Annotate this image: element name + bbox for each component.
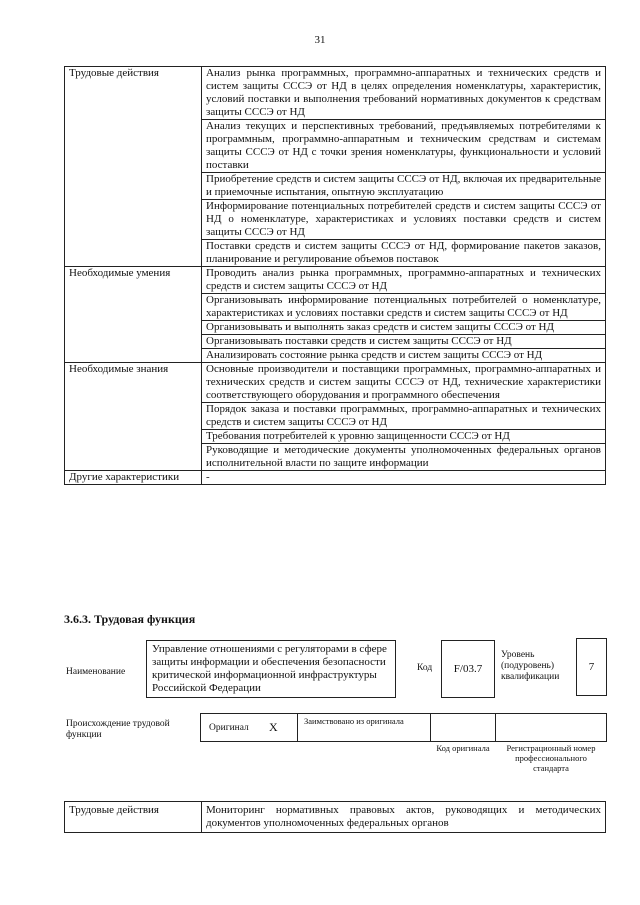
code-original-box	[430, 713, 496, 742]
function-name-box	[146, 640, 396, 698]
row-item: Требования потребителей к уровню защищенности СССЭ от НД	[202, 430, 606, 444]
row-item: Информирование потенциальных потребителей средств и систем защиты СССЭ от НД о номенклатуре, характеристиках и условиях поставки средств и систем защиты СССЭ от НД	[202, 200, 606, 240]
code-label: Код	[417, 663, 433, 673]
table-row	[65, 802, 606, 833]
table-row	[65, 363, 606, 403]
code-box	[441, 640, 495, 698]
row-label: Необходимые умения	[65, 267, 202, 363]
row-item: Порядок заказа и поставки программных, программно-аппаратных и технических средств и систем защиты СССЭ от НД	[202, 403, 606, 430]
section-heading: 3.6.3. Трудовая функция	[64, 612, 196, 626]
borrowed-box	[297, 713, 431, 742]
row-item: Организовывать информирование потенциальных потребителей о номенклатуре, характеристиках и условиях поставки средств и систем защиты СССЭ от НД	[202, 294, 606, 321]
row-item: Основные производители и поставщики программных, программно-аппаратных и технических средств и систем защиты СССЭ от НД, технические характеристики соответствующего оборудования и программного обеспечения	[202, 363, 606, 403]
row-item: Приобретение средств и систем защиты СССЭ от НД, включая их предварительные и приемочные испытания, опытную эксплуатацию	[202, 173, 606, 200]
row-item: Анализ рынка программных, программно-аппаратных и технических средств и систем защиты СССЭ от НД в целях определения номенклатуры, характеристик, условий поставки и выполнения требований нормативных документов к средствам защиты СССЭ от НД	[202, 67, 606, 120]
reg-number-box	[495, 713, 607, 742]
row-label: Необходимые знания	[65, 363, 202, 471]
level-value: 7	[588, 661, 595, 673]
row-item: Мониторинг нормативных правовых актов, руководящих и методических документов уполномоченных федеральных органов	[202, 802, 606, 833]
reg-number-label: Регистрационный номер профессионального стандарта	[506, 743, 596, 773]
row-label: Трудовые действия	[65, 67, 202, 267]
page-number: 31	[314, 34, 326, 46]
table-row	[65, 67, 606, 120]
code-value: F/03.7	[453, 663, 483, 675]
original-label: Оригинал	[209, 723, 249, 733]
borrowed-label: Заимствовано из оригинала	[304, 716, 404, 726]
row-item: Анализировать состояние рынка средств и систем защиты СССЭ от НД	[202, 349, 606, 363]
table-row	[65, 267, 606, 294]
row-label: Трудовые действия	[65, 802, 202, 833]
origin-label: Происхождение трудовой функции	[66, 719, 170, 740]
code-original-label: Код оригинала	[436, 743, 490, 753]
function-name-value: Управление отношениями с регуляторами в сфере защиты информации и обеспечения безопасности критической информационной инфраструктуры Российской Федерации	[152, 643, 387, 694]
row-item: Организовывать поставки средств и систем защиты СССЭ от НД	[202, 335, 606, 349]
level-box	[576, 638, 607, 696]
row-label: Другие характеристики	[65, 471, 202, 485]
row-item: Анализ текущих и перспективных требований, предъявляемых потребителями к программным, программно-аппаратным и техническим средствам и системам защиты СССЭ от НД с точки зрения номенклатуры, функциональности и условий поставки	[202, 120, 606, 173]
row-item: Организовывать и выполнять заказ средств и систем защиты СССЭ от НД	[202, 321, 606, 335]
next-function-table	[64, 801, 606, 833]
row-item: -	[202, 471, 606, 485]
table-row	[65, 471, 606, 485]
row-item: Проводить анализ рынка программных, программно-аппаратных и технических средств и систем защиты СССЭ от НД	[202, 267, 606, 294]
name-label: Наименование	[66, 667, 126, 677]
row-item: Руководящие и методические документы уполномоченных федеральных органов исполнительной власти по защите информации	[202, 444, 606, 471]
original-mark: X	[269, 720, 278, 734]
level-label: Уровень (подуровень) квалификации	[501, 650, 560, 682]
row-item: Поставки средств и систем защиты СССЭ от НД, формирование пакетов заказов, планирование и регулирование объемов поставок	[202, 240, 606, 267]
competency-table	[64, 66, 606, 485]
original-box	[200, 713, 298, 742]
